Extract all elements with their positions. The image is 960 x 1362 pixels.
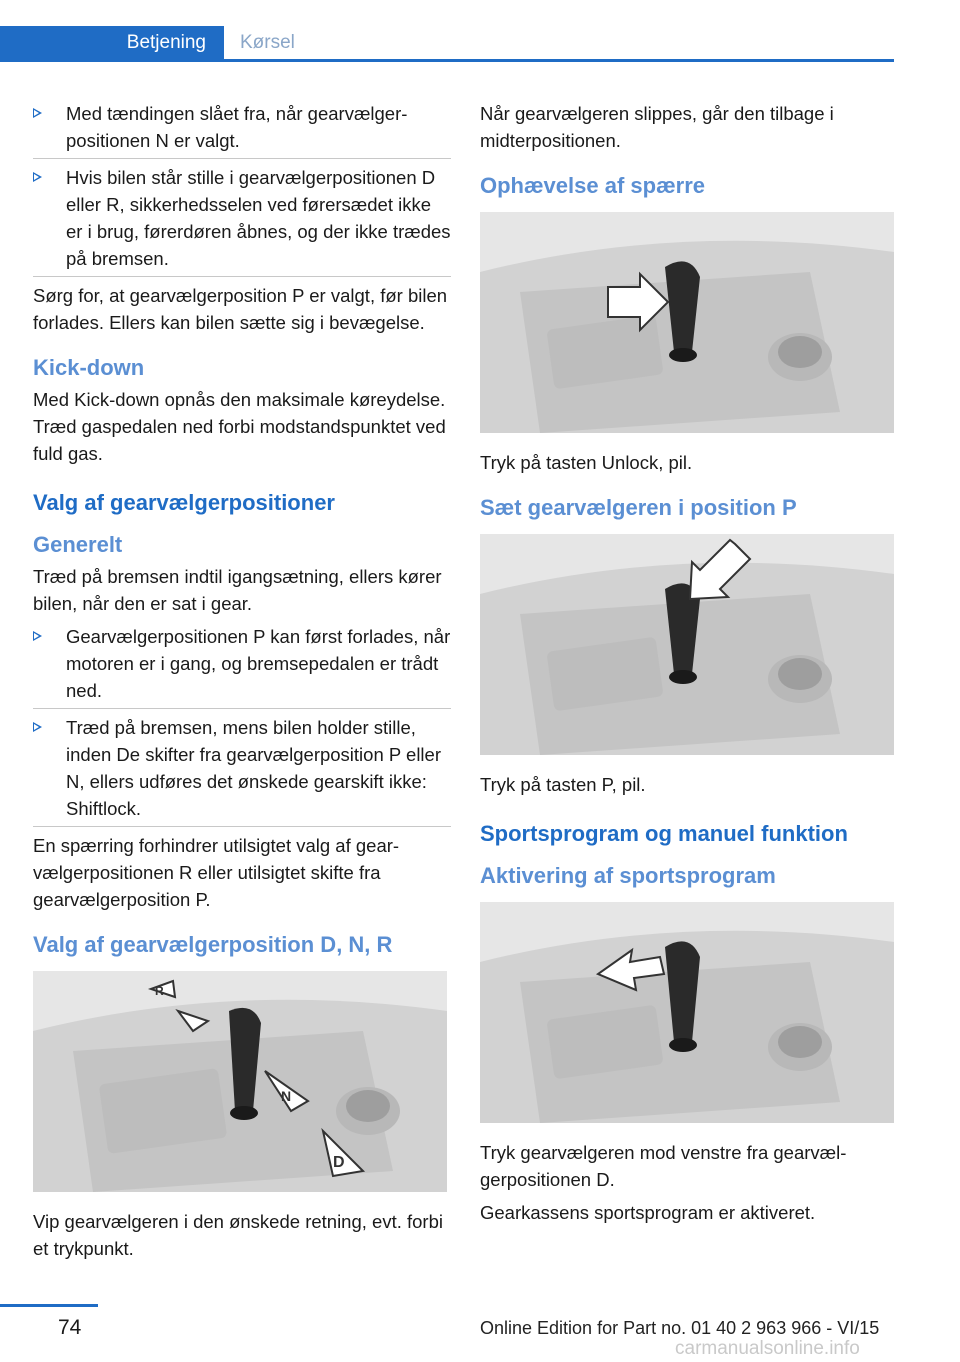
heading-generelt: Generelt — [33, 532, 123, 557]
image-caption: Vip gearvælgeren i den ønskede retning, evt. forbi et trykpunkt. — [33, 1211, 443, 1259]
right-column — [480, 100, 896, 1232]
p-button-illustration — [480, 534, 894, 755]
divider — [33, 276, 451, 277]
label-n: N — [281, 1088, 292, 1104]
heading-dnr: Valg af gearvælgerposition D, N, R — [33, 932, 393, 957]
page-number: 74 — [58, 1316, 82, 1339]
image-caption: Tryk på tasten Unlock, pil. — [480, 452, 693, 473]
heading-sportsprogram: Sportsprogram og manuel funktion — [480, 821, 848, 846]
header-divider — [0, 59, 894, 62]
footer-divider — [0, 1304, 98, 1307]
tab-betjening[interactable]: Betjening — [0, 26, 224, 59]
paragraph: Gearkassens sportsprogram er aktiveret. — [480, 1202, 816, 1223]
paragraph: Træd på bremsen indtil igangsætning, ellers kører bilen, når den er sat i gear. — [33, 566, 442, 614]
label-d: D — [333, 1154, 345, 1171]
edition-text: Online Edition for Part no. 01 40 2 963 966 - VI/15 — [480, 1318, 880, 1338]
list-item: Gearvælgerpositionen P kan først forlades, når motoren er i gang, og bremsepedalen er trådt ned. — [33, 623, 451, 704]
bullet-triangle-icon — [33, 722, 42, 732]
image-caption: Tryk på tasten P, pil. — [480, 774, 646, 795]
left-column — [33, 100, 451, 1268]
bullet-triangle-icon — [33, 108, 42, 118]
paragraph: Med Kick-down opnås den maksimale køreydelse. Træd gaspedalen ned forbi modstandspunktet ved fuld gas. — [33, 389, 446, 464]
tab-korsel[interactable]: Kørsel — [240, 32, 295, 53]
label-r: R — [155, 984, 164, 998]
divider — [33, 708, 451, 709]
heading-aktivering: Aktivering af sportsprogram — [480, 863, 776, 888]
bullet-triangle-icon — [33, 172, 42, 182]
gear-selector-dnr-illustration — [33, 971, 447, 1192]
heading-valg: Valg af gearvælgerpositioner — [33, 490, 335, 515]
heading-saet-p: Sæt gearvælgeren i position P — [480, 495, 797, 520]
heading-kickdown: Kick-down — [33, 355, 145, 380]
bullet-triangle-icon — [33, 631, 42, 641]
heading-ophaevelse: Ophævelse af spærre — [480, 173, 705, 198]
list-item: Træd på bremsen, mens bilen holder stille, inden De skifter fra gearvælgerposition P eller N, ellers udføres det ønskede gearskift ikke: Shiftlock. — [33, 714, 451, 822]
paragraph: En spærring forhindrer utilsigtet valg af gearvælgerpositionen R eller utilsigtet skifte fra gearvælgerposition P. — [33, 835, 400, 910]
watermark: carmanualsonline.info — [675, 1338, 860, 1359]
section-tabbar — [0, 26, 894, 62]
divider — [33, 158, 451, 159]
list-item: Med tændingen slået fra, når gearvælgerpositionen N er valgt. — [33, 100, 451, 154]
divider — [33, 826, 451, 827]
paragraph: Sørg for, at gearvælgerposition P er valgt, før bilen forlades. Ellers kan bilen sætte sig i bevægelse. — [33, 285, 448, 333]
paragraph: Tryk gearvælgeren mod venstre fra gearvælgerpositionen D. — [480, 1142, 847, 1190]
paragraph: Når gearvælgeren slippes, går den tilbage i midterpositionen. — [480, 103, 834, 151]
unlock-button-illustration — [480, 212, 894, 433]
list-item: Hvis bilen står stille i gearvælgerpositionen D eller R, sikkerhedsselen ved førersædet ikke er i brug, førerdøren åbnes, og der ikke trædes på bremsen. — [33, 164, 451, 272]
sport-mode-illustration — [480, 902, 894, 1123]
